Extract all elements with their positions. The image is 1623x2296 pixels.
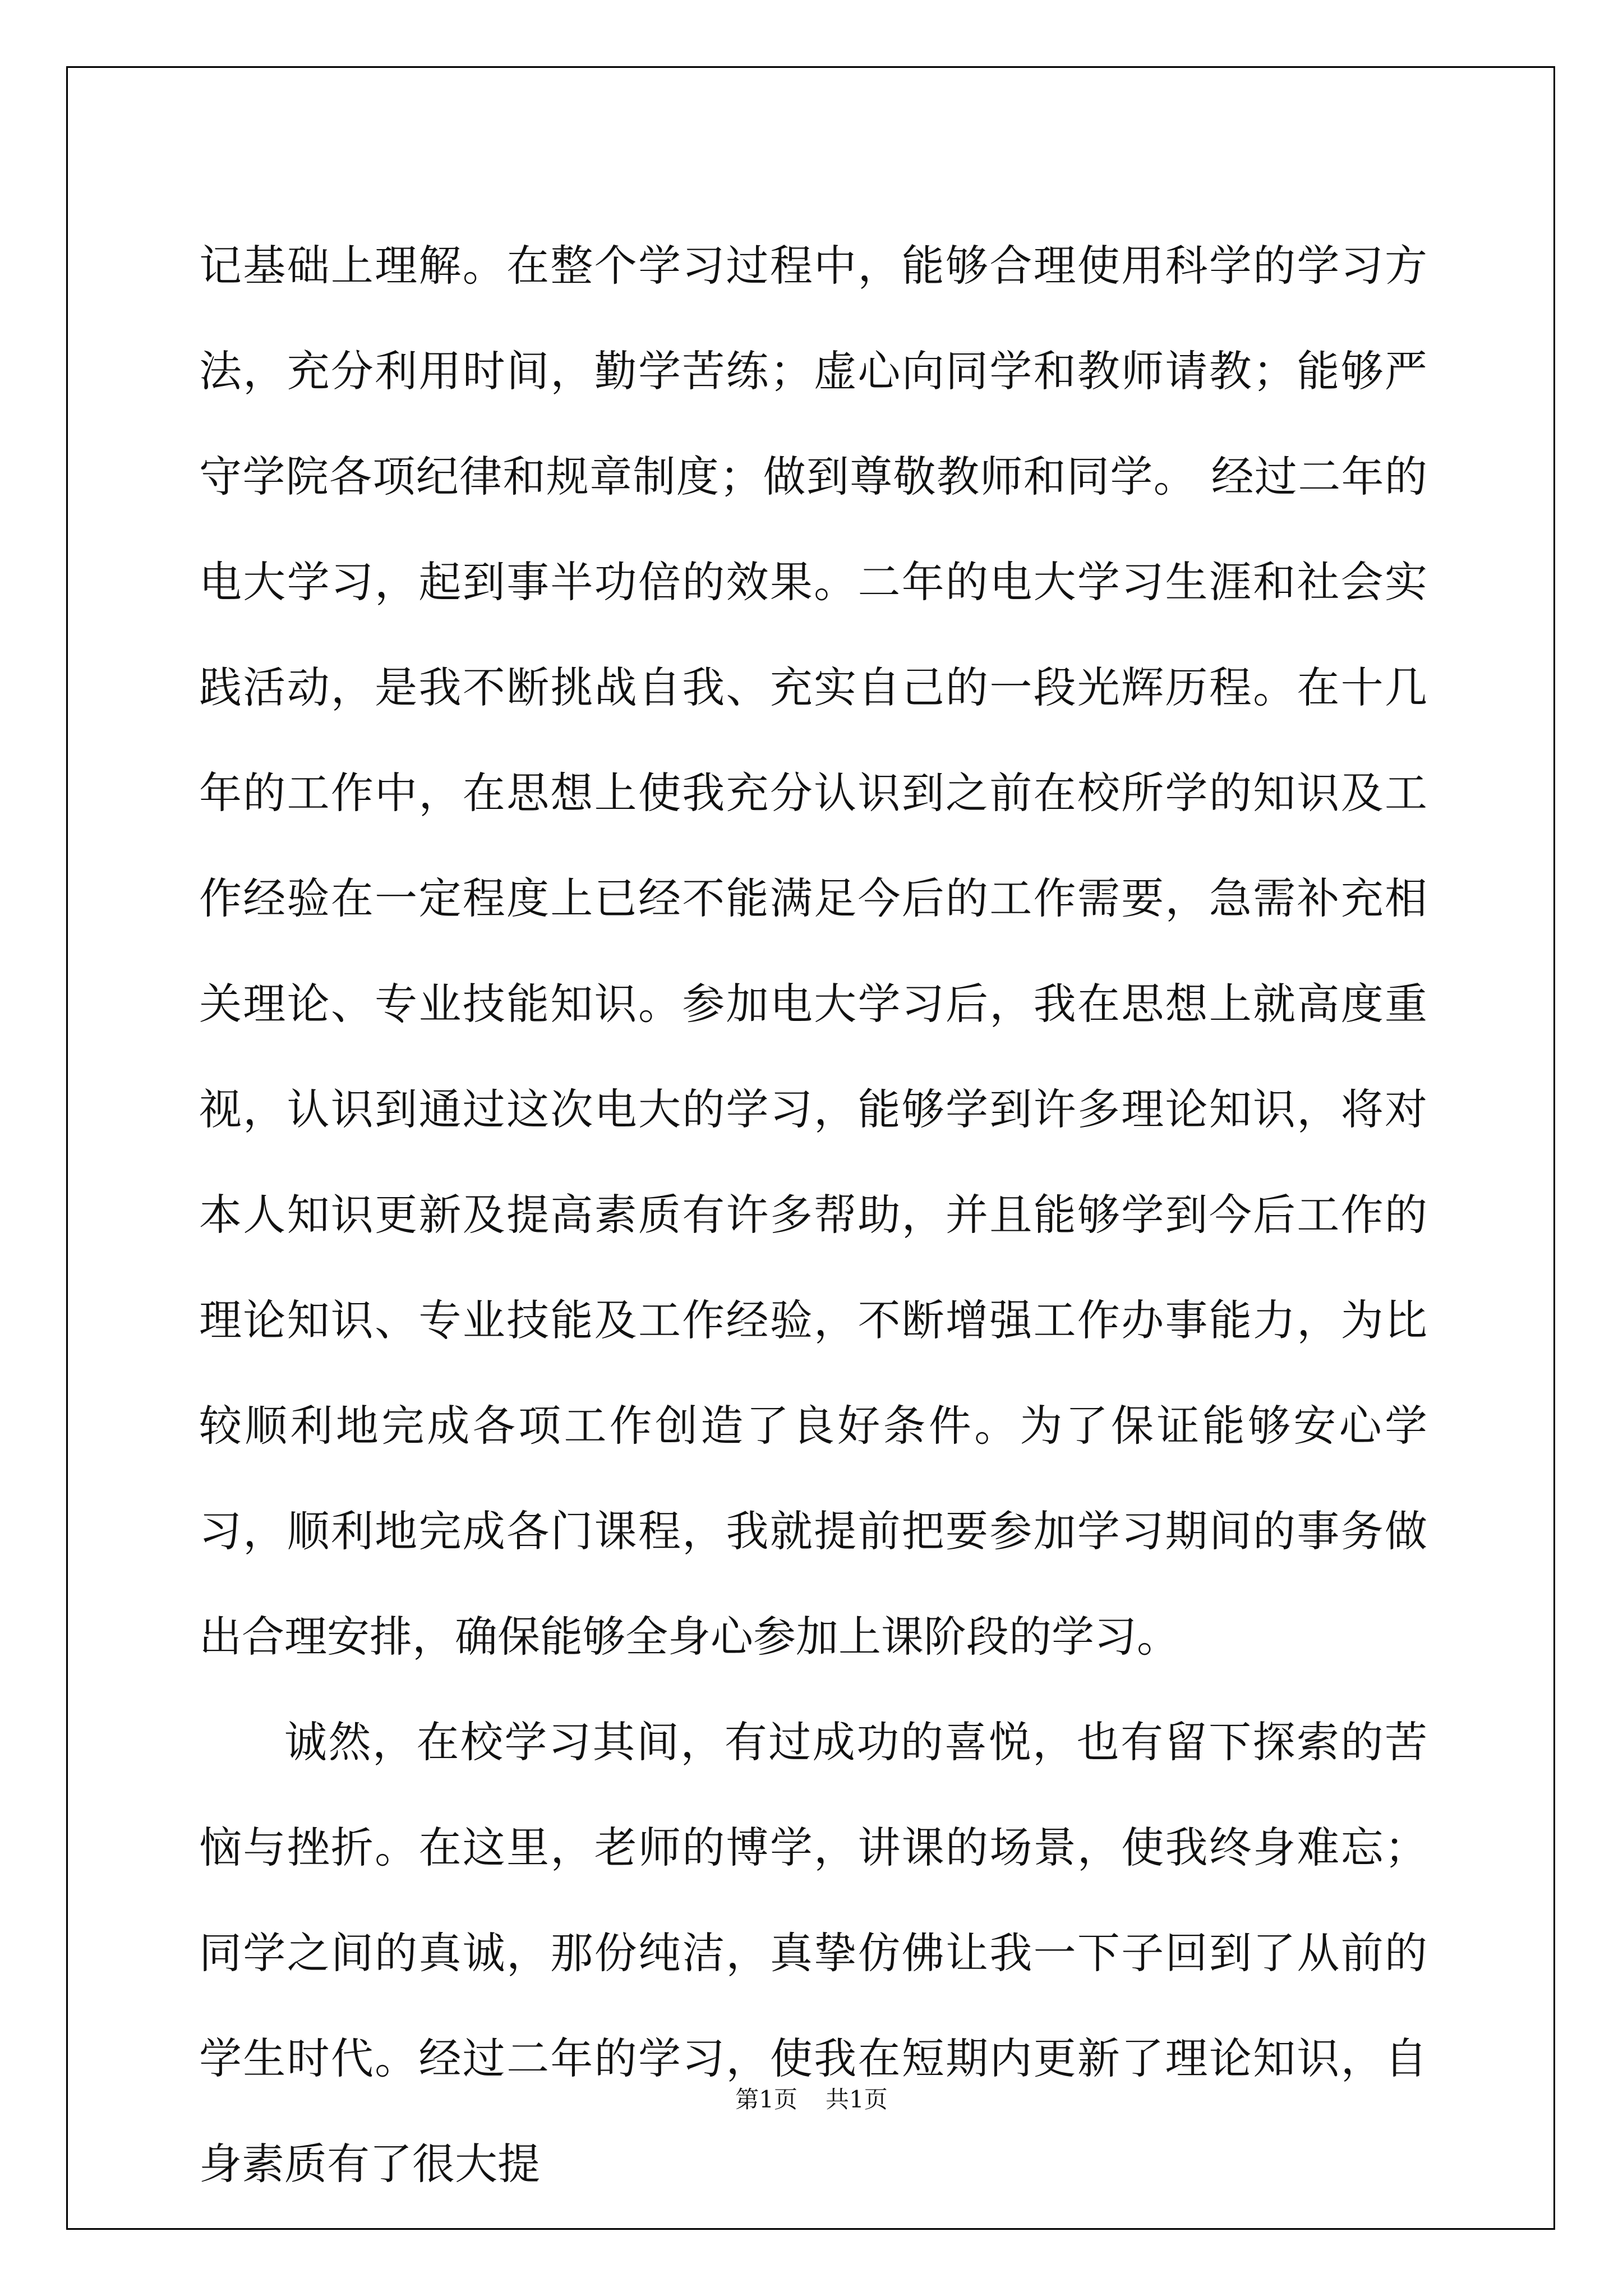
document-body xyxy=(199,213,1427,2217)
page-total: 共1页 xyxy=(826,2086,888,2113)
paragraph-1: 记基础上理解。在整个学习过程中，能够合理使用科学的学习方法，充分利用时间，勤学苦练；虚心向同学和教师请教；能够严守学院各项纪律和规章制度；做到尊敬教师和同学。 经过二年的电大学习，起到事半功倍的效果。二年的电大学习生涯和社会实践活动，是我不断挑战自我、充实自己的一段光辉历程。在十几年的工作中，在思想上使我充分认识到之前在校所学的知识及工作经验在一定程度上已经不能满足今后的工作需要，急需补充相关理论、专业技能知识。参加电大学习后，我在思想上就高度重视，认识到通过这次电大的学习，能够学到许多理论知识，将对本人知识更新及提高素质有许多帮助，并且能够学到今后工作的理论知识、专业技能及工作经验，不断增强工作办事能力，为比较顺利地完成各项工作创造了良好条件。为了保证能够安心学习，顺利地完成各门课程，我就提前把要参加学习期间的事务做出合理安排，确保能够全身心参加上课阶段的学习。 xyxy=(199,241,1427,1662)
page-footer xyxy=(0,2081,1623,2115)
page-number: 第1页 xyxy=(735,2086,797,2113)
paragraph-2: 诚然，在校学习其间，有过成功的喜悦，也有留下探索的苦恼与挫折。在这里，老师的博学，讲课的场景，使我终身难忘；同学之间的真诚，那份纯洁，真挚仿佛让我一下子回到了从前的学生时代。经过二年的学习，使我在短期内更新了理论知识，自身素质有了很大提 xyxy=(199,1717,1427,2189)
